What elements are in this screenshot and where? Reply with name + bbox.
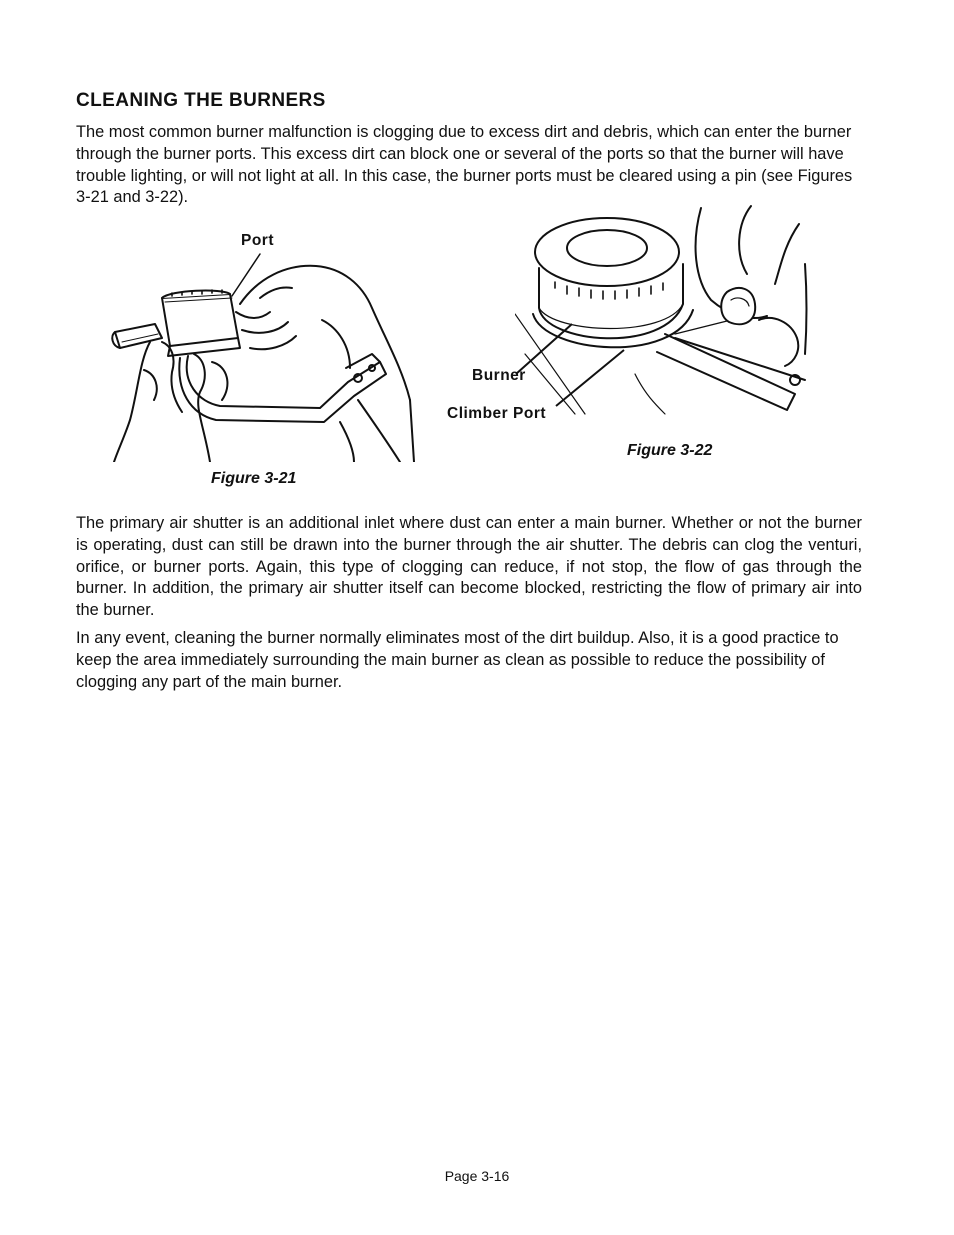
figure-3-21-caption: Figure 3-21 (211, 470, 297, 487)
intro-paragraph: The most common burner malfunction is clogging due to excess dirt and debris, which can enter the burner through the burner ports. This excess dirt can block one or several of the ports so that the burner will have trouble lighting, or will not light at all. In this case, the burner ports must be cleared using a pin (see Figures 3-21 and 3-22). (76, 123, 853, 207)
figure-3-22-leader-lines (510, 310, 630, 410)
page-number: Page 3-16 (444, 1168, 510, 1184)
burner-label: Burner (472, 367, 526, 384)
climber-port-label: Climber Port (447, 405, 547, 422)
port-label: Port (241, 232, 274, 249)
air-shutter-paragraph: The primary air shutter is an additional inlet where dust can enter a main burner. Whether or not the burner is operating, dust can still be drawn into the burner through the air shutter. The debris can clog the venturi, orifice, or burner ports. Again, this type of clogging can reduce, if not stop, the flow of gas through the burner. In addition, the primary air shutter itself can become blocked, restricting the flow of primary air into the burner. (76, 514, 862, 620)
section-heading: CLEANING THE BURNERS (76, 90, 326, 111)
figure-3-21 (110, 250, 415, 462)
cleaning-paragraph: In any event, cleaning the burner normally eliminates most of the dirt buildup. Also, it is a good practice to keep the area immediately surrounding the main burner as clean as possible to reduce the possibility of clogging any part of the main burner. (76, 629, 839, 691)
figure-3-22-caption: Figure 3-22 (627, 442, 713, 459)
burner-cleaning-illustration-left (110, 250, 415, 462)
